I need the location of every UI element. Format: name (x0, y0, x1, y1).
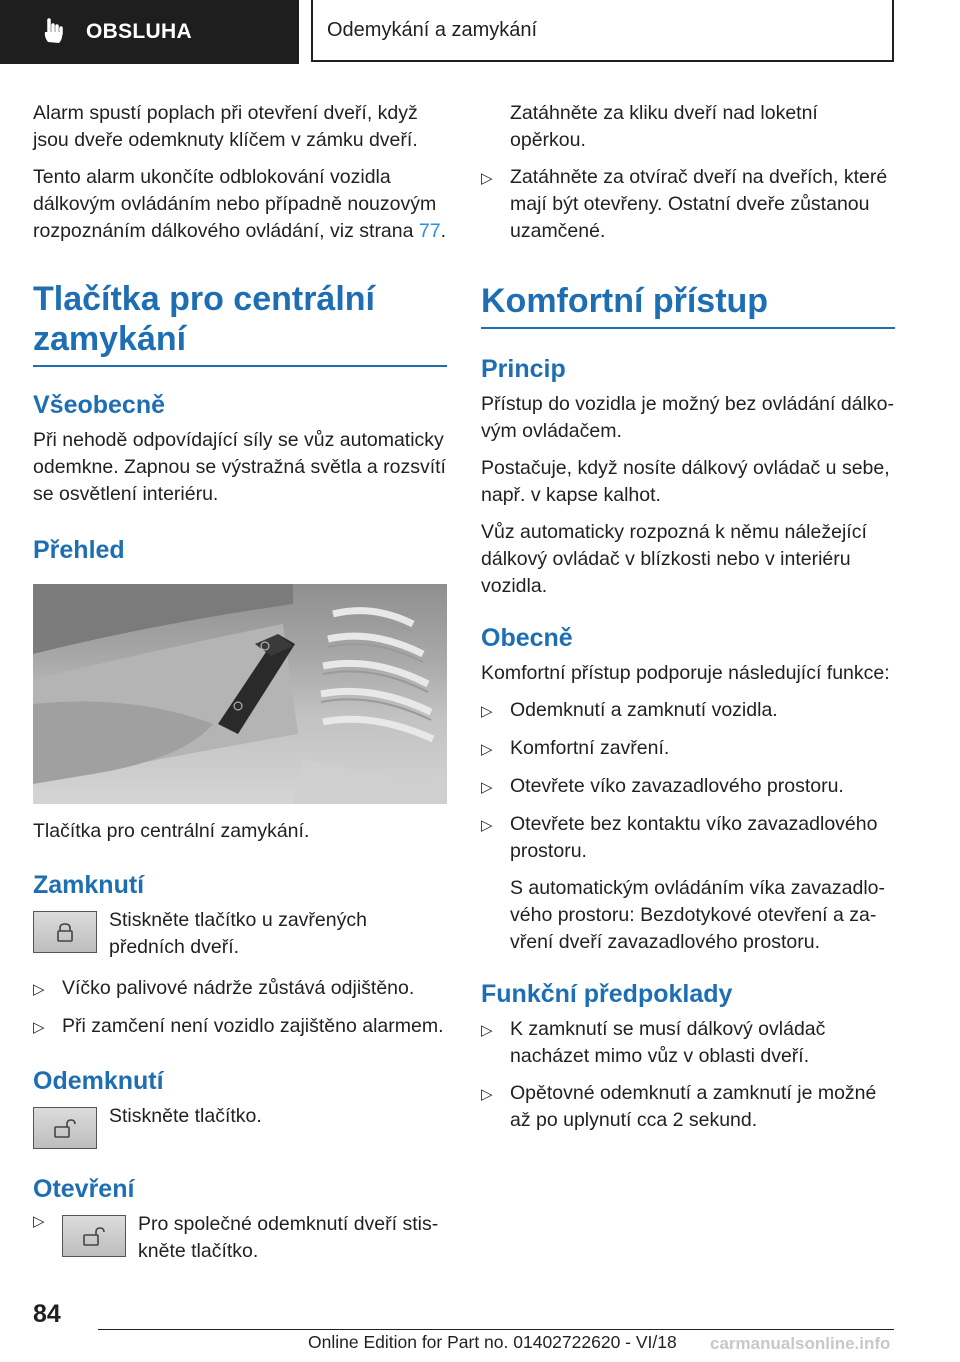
watermark: carmanualsonline.info (710, 1334, 891, 1353)
section-tab (0, 0, 299, 64)
open-bullet (481, 164, 895, 245)
principle-paragraph: Vůz automaticky rozpozná k němu náležející dálkový ovládač v blízkosti nebo v interiéru vozidla. (481, 521, 867, 597)
function-text: Otevřete bez kontaktu víko zavazadlového prostoru. (510, 813, 878, 862)
open-bullet-text: Zatáhněte za otvírač dveří na dveřích, které mají být otevřeny. Ostatní dveře zůstanou uzamčené. (510, 166, 888, 242)
principle-paragraph: Postačuje, když nosíte dálkový ovládač u sebe, např. v kapse kalhot. (481, 457, 890, 506)
heading-principle: Princip (481, 355, 566, 383)
unlock-instruction (33, 1103, 447, 1149)
continued-text: Zatáhněte za kliku dveří nad loketní opěrkou. (510, 102, 818, 151)
period: . (440, 220, 447, 242)
heading-lock: Zamknutí (33, 871, 145, 899)
alarm-end-text: Tento alarm ukončíte odblokování vozidla dálkovým ovládáním nebo případně nouzovým rozpoznáním dálkového ovládání, viz strana (33, 166, 437, 242)
left-column (33, 100, 447, 1279)
lock-closed-icon (54, 922, 76, 942)
heading-general-right: Obecně (481, 624, 573, 652)
triangle-bullet-icon: ▷ (33, 981, 45, 998)
general-intro: Komfortní přístup podporuje následující funkce: (481, 662, 890, 684)
functions-note: S automatickým ovládáním víka zavazadlového prostoru: Bezdotykové otevření a zavření dveří zavazadlového prostoru. (510, 877, 886, 953)
heading-prerequisites: Funkční předpoklady (481, 980, 733, 1008)
triangle-bullet-icon: ▷ (33, 1213, 45, 1230)
open-text: Pro společné odemknutí dveří stiskněte tlačítko. (138, 1213, 439, 1262)
triangle-bullet-icon: ▷ (33, 1019, 45, 1036)
principle-paragraph: Přístup do vozidla je možný bez ovládání dálkovým ovládačem. (481, 393, 894, 442)
footer-divider (98, 1329, 894, 1330)
prereq-text: Opětovné odemknutí a zamknutí je možné až po uplynutí cca 2 sekund. (510, 1082, 877, 1131)
unlock-button-image (62, 1215, 126, 1257)
heading-central-locking: Tlačítka pro centrální zamykání (33, 279, 447, 367)
triangle-bullet-icon: ▷ (481, 817, 493, 834)
lock-instruction (33, 907, 447, 961)
function-text: Odemknutí a zamknutí vozidla. (510, 699, 778, 721)
chapter-title: Odemykání a zamykání (311, 0, 894, 62)
alarm-end-paragraph (33, 164, 447, 245)
photo-caption: Tlačítka pro centrální zamykání. (33, 820, 310, 842)
section-label: OBSLUHA (86, 20, 192, 43)
heading-overview: Přehled (33, 536, 125, 564)
heading-unlock: Odemknutí (33, 1067, 164, 1095)
lock-open-icon (82, 1226, 106, 1246)
lock-bullet-text: Víčko palivové nádrže zůstává odjištěno. (62, 977, 415, 999)
page-link[interactable]: 77 (418, 220, 441, 242)
function-item (481, 773, 895, 801)
heading-comfort-access: Komfortní přístup (481, 281, 895, 329)
heading-open: Otevření (33, 1175, 135, 1203)
unlock-button-image (33, 1107, 97, 1149)
alarm-paragraph: Alarm spustí poplach při otevření dveří, když jsou dveře odemknuty klíčem v zámku dveří. (33, 102, 418, 151)
prereq-item (481, 1016, 895, 1070)
general-text: Při nehodě odpovídající síly se vůz automaticky odemkne. Zapnou se výstražná světla a rozsvítí se osvětlení interiéru. (33, 429, 446, 505)
function-text: Otevřete víko zavazadlového prostoru. (510, 775, 844, 797)
door-buttons-photo (33, 584, 447, 804)
door-panel-illustration (33, 584, 447, 804)
right-column (481, 100, 895, 1144)
function-text: Komfortní zavření. (510, 737, 670, 759)
triangle-bullet-icon: ▷ (481, 1022, 493, 1039)
function-item (481, 811, 895, 865)
triangle-bullet-icon: ▷ (481, 779, 493, 796)
triangle-bullet-icon: ▷ (481, 703, 493, 720)
triangle-bullet-icon: ▷ (481, 741, 493, 758)
function-item (481, 735, 895, 763)
lock-button-image (33, 911, 97, 953)
lock-open-icon (53, 1118, 77, 1138)
hand-pointer-icon (40, 18, 66, 46)
triangle-bullet-icon: ▷ (481, 1086, 493, 1103)
lock-bullet (33, 1013, 447, 1041)
lock-bullet-text: Při zamčení není vozidlo zajištěno alarmem. (62, 1015, 444, 1037)
prereq-item (481, 1080, 895, 1134)
page-number: 84 (33, 1300, 61, 1328)
lock-text: Stiskněte tlačítko u zavřených předních dveří. (109, 909, 367, 958)
open-instruction (33, 1211, 447, 1265)
triangle-bullet-icon: ▷ (481, 170, 493, 187)
edition-text: Online Edition for Part no. 01402722620 - VI/18 (308, 1332, 677, 1352)
lock-bullet (33, 975, 447, 1003)
function-item (481, 697, 895, 725)
unlock-text: Stiskněte tlačítko. (109, 1105, 262, 1127)
prereq-text: K zamknutí se musí dálkový ovládač nacházet mimo vůz v oblasti dveří. (510, 1018, 826, 1067)
heading-general: Všeobecně (33, 391, 166, 419)
